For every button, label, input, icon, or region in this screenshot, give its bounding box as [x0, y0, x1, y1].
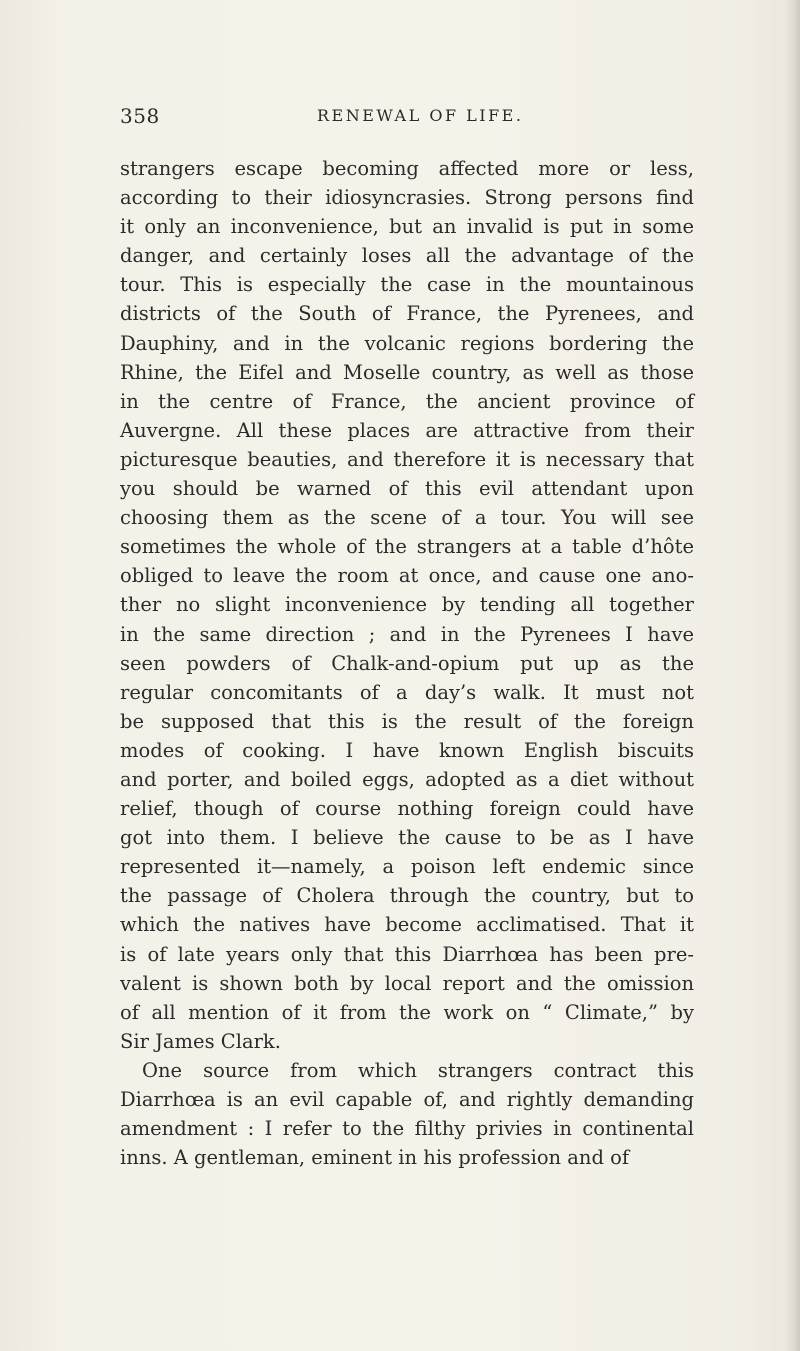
text-line: obliged to leave the room at once, and cause one ano- — [120, 564, 694, 588]
text-line: Dauphiny, and in the volcanic regions bordering the — [120, 331, 694, 355]
running-head — [120, 104, 680, 134]
body-text — [120, 154, 694, 1172]
text-line: Diarrhœa is an evil capable of, and rightly demanding — [120, 1088, 694, 1111]
text-line: the passage of Cholera through the country, but to — [120, 884, 694, 908]
text-line: choosing them as the scene of a tour. You will see — [120, 506, 694, 530]
text-line: which the natives have become acclimatised. That it — [120, 913, 694, 937]
text-line: represented it—namely, a poison left endemic since — [120, 855, 694, 879]
text-line: valent is shown both by local report and the omission — [120, 971, 694, 995]
text-line: modes of cooking. I have known English biscuits — [120, 738, 694, 762]
text-line: sometimes the whole of the strangers at a table d’hôte — [120, 535, 694, 559]
page-edge-shadow — [786, 0, 800, 1351]
text-line: be supposed that this is the result of the foreign — [120, 709, 694, 733]
text-line: it only an inconvenience, but an invalid is put in some — [120, 215, 694, 239]
paragraph-1 — [120, 154, 694, 1056]
text-line: Sir James Clark. — [120, 1029, 281, 1053]
text-line: seen powders of Chalk-and-opium put up as the — [120, 651, 694, 675]
text-line: and porter, and boiled eggs, adopted as a diet without — [120, 767, 694, 791]
page-number: 358 — [120, 104, 160, 128]
text-line: picturesque beauties, and therefore it is necessary that — [120, 447, 694, 471]
text-line: got into them. I believe the cause to be as I have — [120, 826, 694, 850]
text-line: One source from which strangers contract this — [142, 1058, 694, 1082]
text-line: Rhine, the Eifel and Moselle country, as well as those — [120, 360, 694, 384]
text-line: danger, and certainly loses all the advantage of the — [120, 244, 694, 268]
running-title: RENEWAL OF LIFE. — [317, 106, 524, 125]
text-line: you should be warned of this evil attendant upon — [120, 477, 694, 501]
text-line: tour. This is especially the case in the mountainous — [120, 273, 694, 297]
text-line: according to their idiosyncrasies. Strong persons find — [120, 186, 694, 210]
text-line: amendment : I refer to the filthy privies in continental — [120, 1117, 694, 1141]
text-line: districts of the South of France, the Pyrenees, and — [120, 302, 694, 326]
text-line: relief, though of course nothing foreign could have — [120, 797, 694, 821]
text-line: strangers escape becoming affected more or less, — [120, 157, 694, 180]
text-line: in the centre of France, the ancient province of — [120, 389, 694, 413]
text-line: inns. A gentleman, eminent in his profession and of — [120, 1146, 630, 1170]
text-line: regular concomitants of a day’s walk. It must not — [120, 680, 694, 704]
text-line: is of late years only that this Diarrhœa has been pre- — [120, 942, 694, 966]
text-line: of all mention of it from the work on “ Climate,” by — [120, 1000, 694, 1024]
paragraph-2 — [120, 1056, 694, 1172]
text-line: ther no slight inconvenience by tending all together — [120, 593, 694, 617]
text-line: in the same direction ; and in the Pyrenees I have — [120, 622, 694, 646]
text-line: Auvergne. All these places are attractive from their — [120, 418, 694, 442]
